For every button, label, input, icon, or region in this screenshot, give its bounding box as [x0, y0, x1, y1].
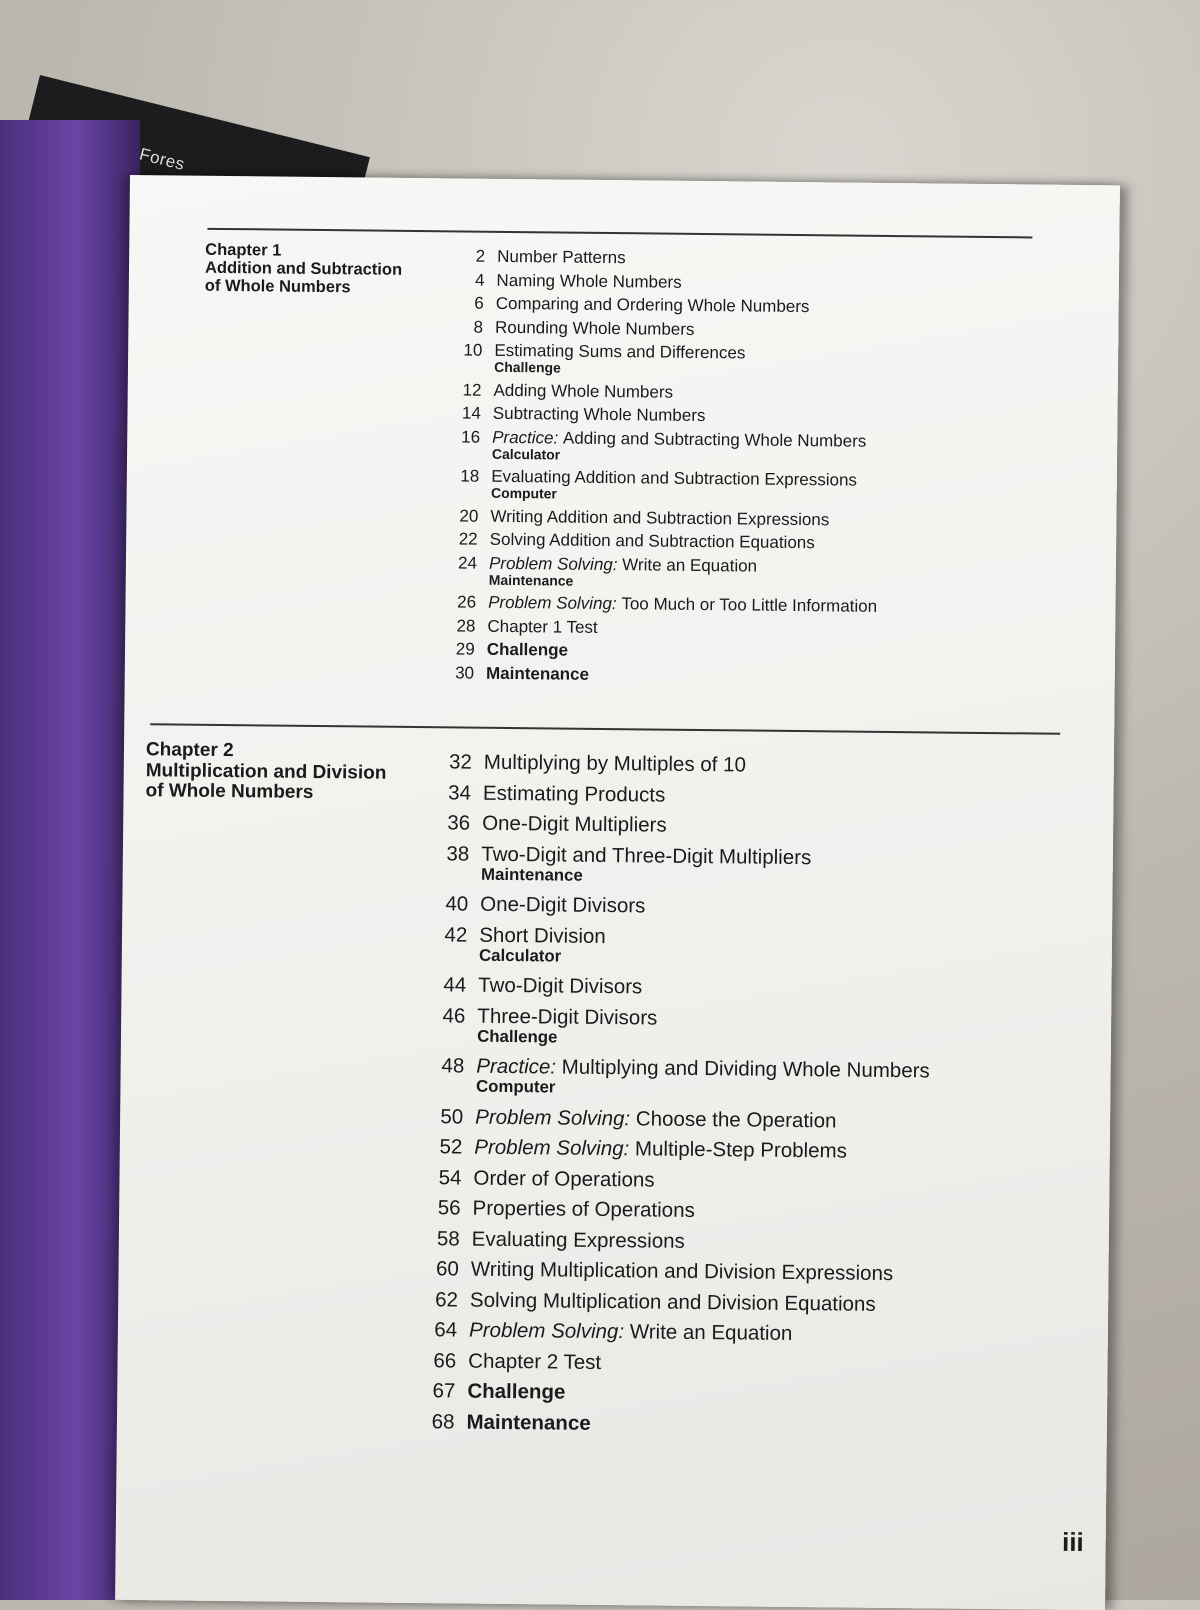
toc-entry-feature: Challenge — [494, 358, 561, 376]
toc-page-number: 46 — [442, 1003, 466, 1028]
toc-page-number: 38 — [446, 841, 470, 866]
toc-page-number: 32 — [448, 750, 472, 774]
toc-entry-title — [468, 1349, 601, 1374]
toc-entry-text: Evaluating Expressions — [471, 1227, 685, 1253]
toc-page-number: 52 — [439, 1135, 463, 1159]
chapter-1-rule — [207, 228, 1032, 238]
chapter-2-title-line: of Whole Numbers — [145, 780, 314, 803]
toc-entry-title — [480, 893, 645, 919]
toc-page-number: 8 — [473, 317, 484, 337]
toc-entry-title — [467, 1380, 565, 1405]
toc-entry-text: Two-Digit Divisors — [478, 973, 643, 999]
toc-entry-prefix: Practice: — [492, 427, 564, 448]
toc-page-number: 4 — [474, 270, 485, 290]
toc-entry-title — [484, 751, 746, 778]
toc-page-number: 40 — [445, 892, 469, 916]
toc-entry-text: Estimating Products — [482, 781, 666, 807]
toc-entry-text: Maintenance — [466, 1410, 591, 1435]
chapter-1-title-line: Addition and Subtraction — [204, 258, 403, 279]
toc-page-number: 10 — [463, 340, 483, 360]
toc-page-number: 29 — [455, 639, 475, 659]
page-folio: iii — [1061, 1526, 1084, 1558]
toc-entry-title — [482, 812, 667, 838]
toc-entry-title — [483, 781, 666, 807]
toc-entry-text: Writing Addition and Subtraction Expressions — [490, 506, 830, 529]
toc-entry-title — [470, 1288, 876, 1316]
toc-entry-text: One-Digit Divisors — [480, 892, 646, 918]
toc-entry-title — [487, 640, 568, 661]
toc-entry-text: Two-Digit and Three-Digit Multipliers — [481, 842, 812, 869]
toc-entry-text: Adding Whole Numbers — [493, 380, 674, 402]
toc-entry-title — [487, 616, 597, 637]
toc-entry-title — [478, 974, 642, 1000]
chapter-2-title — [145, 740, 386, 804]
toc-page-number: 22 — [458, 529, 478, 549]
toc-entry-text: Properties of Operations — [472, 1196, 695, 1222]
chapter-1-heading — [205, 242, 403, 297]
contents-page — [115, 175, 1120, 1610]
toc-page-number: 62 — [435, 1287, 459, 1311]
toc-entry-text: Too Much or Too Little Information — [621, 594, 878, 616]
toc-entry-text: Estimating Sums and Differences — [494, 340, 746, 363]
chapter-2-title-line: Multiplication and Division — [145, 759, 387, 784]
toc-entry-text: Short Division — [479, 923, 606, 948]
toc-entry-title — [494, 341, 745, 378]
toc-page-number: 68 — [431, 1409, 455, 1433]
toc-entry-text: Maintenance — [485, 663, 590, 684]
toc-entry-text: One-Digit Multipliers — [482, 811, 667, 837]
toc-page-number: 12 — [462, 379, 482, 400]
toc-entry-title — [493, 380, 673, 402]
toc-entry-text: Multiplying and Dividing Whole Numbers — [561, 1055, 930, 1083]
toc-entry-text: Naming Whole Numbers — [496, 270, 682, 292]
toc-entry-text: Multiplying by Multiples of 10 — [483, 750, 747, 777]
toc-entry-title — [466, 1410, 590, 1435]
toc-entry-text: Solving Multiplication and Division Equations — [469, 1288, 876, 1316]
toc-entry-text: Write an Equation — [622, 554, 758, 576]
toc-entry-text: Writing Multiplication and Division Expressions — [470, 1257, 894, 1286]
toc-entry-title — [472, 1227, 685, 1253]
toc-page-number: 18 — [460, 466, 480, 486]
toc-entry-prefix: Problem Solving: — [475, 1105, 637, 1130]
toc-entry-text: Challenge — [467, 1379, 566, 1404]
toc-entry-feature: Calculator — [479, 945, 562, 966]
toc-page-number: 20 — [459, 505, 479, 526]
chapter-2-heading — [145, 740, 386, 804]
toc-page-number: 24 — [458, 552, 478, 573]
toc-entry-feature: Maintenance — [488, 571, 574, 589]
toc-entry-text: Challenge — [486, 639, 569, 660]
toc-entry-text: Chapter 1 Test — [487, 616, 598, 637]
toc-entry-text: Comparing and Ordering Whole Numbers — [495, 293, 810, 317]
toc-entry-title — [491, 467, 857, 505]
toc-entry-title — [496, 294, 810, 317]
toc-page-number: 56 — [437, 1196, 461, 1220]
toc-entry-title — [469, 1319, 792, 1346]
chapter-1-title — [205, 242, 403, 297]
toc-entry-title — [490, 530, 815, 553]
toc-entry-text: Write an Equation — [629, 1320, 793, 1345]
toc-entry-text: Solving Addition and Subtraction Equations — [489, 529, 815, 553]
toc-entry-text: Number Patterns — [497, 246, 626, 268]
toc-page-number: 66 — [433, 1348, 457, 1372]
toc-page-number: 60 — [435, 1257, 459, 1281]
toc-page-number: 67 — [432, 1379, 456, 1403]
toc-entry-text: Chapter 2 Test — [468, 1349, 602, 1374]
toc-entry-title — [492, 427, 867, 465]
cover-brand-text: Fores — [137, 144, 187, 175]
toc-entry-prefix: Problem Solving: — [488, 553, 623, 574]
toc-page-number: 44 — [443, 973, 467, 997]
toc-entry-feature: Challenge — [477, 1026, 558, 1047]
toc-entry-title — [475, 1105, 836, 1133]
toc-entry-title — [481, 842, 811, 887]
toc-entry-prefix: Problem Solving: — [469, 1318, 630, 1344]
toc-entry-text: Evaluating Addition and Subtraction Expressions — [491, 466, 858, 490]
toc-entry-feature: Calculator — [491, 445, 561, 463]
toc-entry-prefix: Problem Solving: — [474, 1135, 636, 1161]
toc-page-number: 14 — [461, 403, 481, 423]
toc-entry-text: Multiple-Step Problems — [634, 1137, 848, 1163]
toc-entry-title — [474, 1136, 847, 1164]
chapter-2-rule — [150, 723, 1060, 734]
toc-entry-title — [488, 593, 877, 617]
chapter-1-title-line: Chapter 1 — [205, 240, 282, 260]
toc-entry-text: Rounding Whole Numbers — [494, 317, 695, 339]
toc-page-number: 64 — [434, 1318, 458, 1342]
toc-entry-title — [489, 553, 757, 590]
toc-entry-text: Subtracting Whole Numbers — [492, 403, 706, 426]
toc-page-number: 50 — [440, 1104, 464, 1129]
toc-entry-title — [486, 663, 589, 684]
toc-entry-title — [493, 404, 706, 426]
toc-page-number: 6 — [474, 293, 484, 313]
toc-entry-title — [473, 1166, 654, 1192]
toc-page-number: 34 — [448, 780, 472, 805]
toc-entry-feature: Computer — [475, 1076, 556, 1097]
toc-entry-text: Adding and Subtracting Whole Numbers — [562, 428, 867, 451]
toc-page-number: 26 — [457, 592, 477, 612]
toc-page-number: 48 — [441, 1054, 465, 1078]
toc-page-number: 2 — [475, 246, 486, 266]
toc-page-number: 36 — [447, 811, 471, 835]
toc-entry-prefix: Problem Solving: — [488, 592, 622, 614]
toc-page-number: 42 — [444, 922, 468, 947]
toc-page-number: 16 — [461, 426, 481, 447]
toc-entry-feature: Maintenance — [480, 864, 583, 885]
toc-entry-title — [471, 1258, 894, 1286]
toc-entry-title — [495, 317, 695, 339]
toc-entry-title — [479, 923, 606, 966]
toc-entry-title — [496, 270, 681, 292]
toc-entry-text: Order of Operations — [473, 1166, 655, 1192]
toc-page-number: 54 — [438, 1165, 462, 1190]
toc-entry-text: Choose the Operation — [635, 1106, 837, 1132]
chapter-1-title-line: of Whole Numbers — [204, 276, 351, 296]
toc-entry-text: Three-Digit Divisors — [477, 1004, 658, 1030]
toc-page-number: 58 — [436, 1226, 460, 1251]
toc-entry-title — [477, 1004, 657, 1048]
toc-entry-prefix: Practice: — [476, 1054, 562, 1079]
toc-page-number: 28 — [456, 615, 476, 636]
toc-entry-title — [490, 506, 829, 530]
toc-entry-feature: Computer — [491, 484, 558, 502]
toc-entry-title — [476, 1055, 930, 1102]
chapter-2-title-line: Chapter 2 — [145, 739, 234, 762]
toc-entry-title — [497, 247, 626, 268]
toc-entry-title — [472, 1197, 694, 1223]
toc-page-number: 30 — [455, 662, 475, 683]
